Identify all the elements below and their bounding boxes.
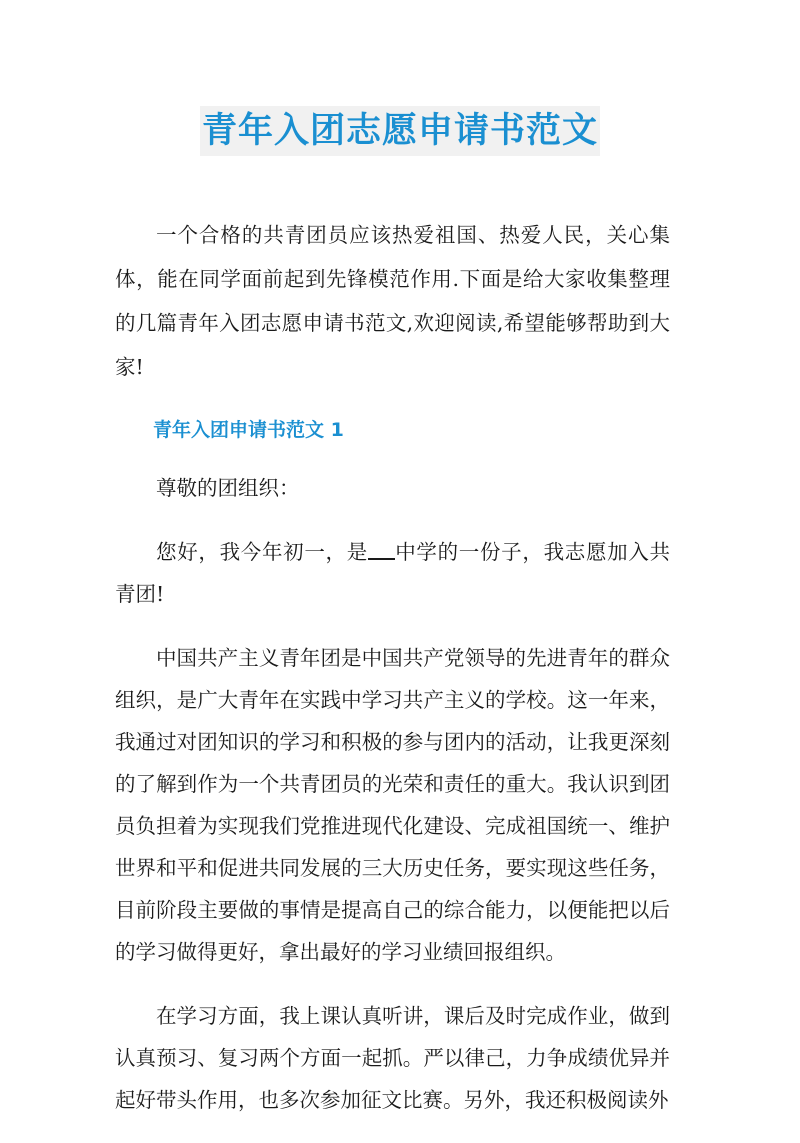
greeting-text-after: 中学的一份子，我志愿加入共青团! [115, 540, 671, 606]
title-wrap [0, 106, 800, 156]
document-title: 青年入团志愿申请书范文 [200, 106, 600, 156]
section-heading: 青年入团申请书范文 1 [153, 419, 344, 441]
greeting-text-before: 您好，我今年初一，是 [156, 540, 368, 564]
body-paragraph: 中国共产主义青年团是中国共产党领导的先进青年的群众组织，是广大青年在实践中学习共产主义的学校。这一年来，我通过对团知识的学习和积极的参与团内的活动，让我更深刻的了解到作为一个共青团员的光荣和责任的重大。我认识到团员负担着为实现我们党推进现代化建设、完成祖国统一、维护世界和平和促进共同发展的三大历史任务，要实现这些任务，目前阶段主要做的事情是提高自己的综合能力，以便能把以后的学习做得更好，拿出最好的学习业绩回报组织。 [115, 646, 670, 964]
body-paragraph: 在学习方面，我上课认真听讲，课后及时完成作业，做到认真预习、复习两个方面一起抓。严以律己，力争成绩优异并起好带头作用，也多次参加征文比赛。另外，我还积极阅读外 [115, 1004, 670, 1112]
salutation: 尊敬的团组织： [156, 476, 300, 500]
document-body [115, 213, 670, 1143]
fill-in-blank [368, 538, 395, 561]
greeting-paragraph [115, 531, 670, 615]
intro-paragraph: 一个合格的共青团员应该热爱祖国、热爱人民，关心集体，能在同学面前起到先锋模范作用.下面是给大家收集整理的几篇青年入团志愿申请书范文,欢迎阅读,希望能够帮助到大家! [115, 223, 670, 379]
